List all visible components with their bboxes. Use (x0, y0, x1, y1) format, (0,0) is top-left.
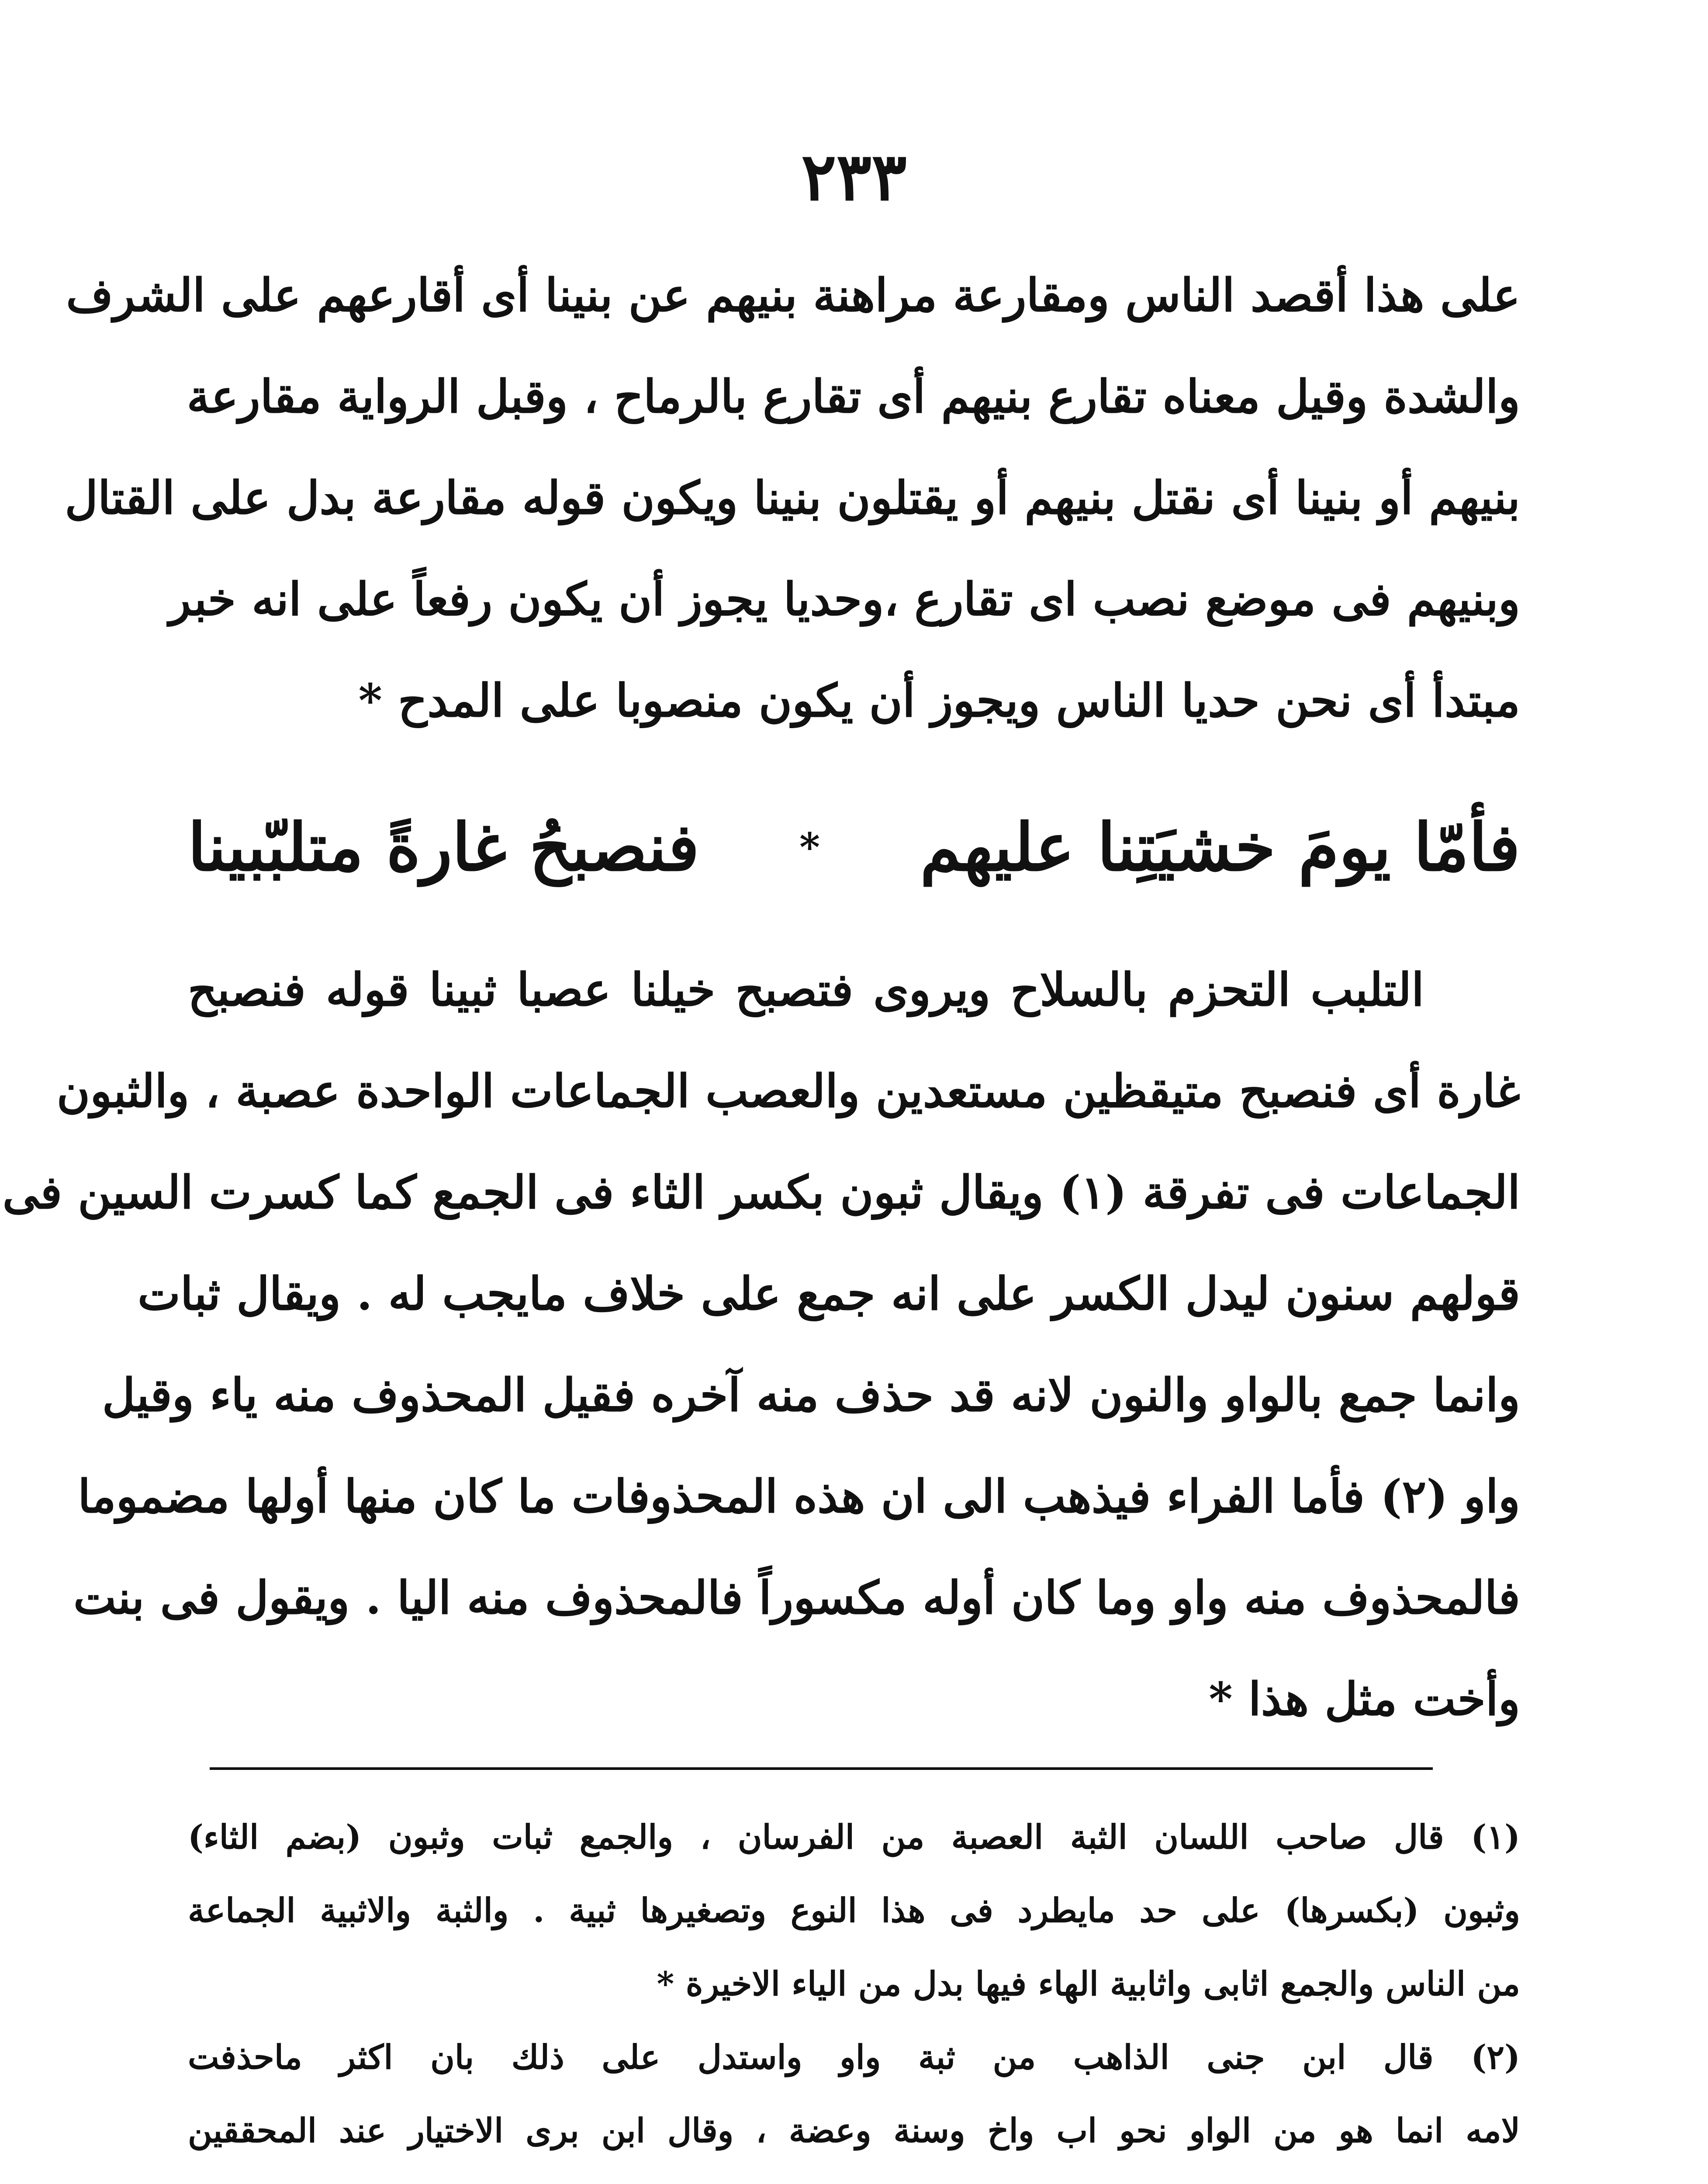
text-line: غارة أى فنصبح متيقظين مستعدين والعصب الجماعات الواحدة عصبة ، والثبون (56, 1064, 1520, 1118)
paragraph-commentary-2 (2, 939, 1520, 1750)
text-line: قولهم سنون ليدل الكسر على انه جمع على خلاف مايجب له . ويقال ثبات (137, 1267, 1520, 1320)
text-line: وانما جمع بالواو والنون لانه قد حذف منه آخره فقيل المحذوف منه ياء وقيل (102, 1368, 1520, 1422)
text-line: واو (٢) فأما الفراء فيذهب الى ان هذه المحذوفات ما كان منها أولها مضموما (78, 1469, 1520, 1523)
text-line: وأخت مثل هذا * (1209, 1672, 1520, 1726)
footnote-line: وثبون (بكسرها) على حد مايطرد فى هذا النوع وتصغيرها ثبية . والثبة والاثبية الجماعة (188, 1891, 1520, 1930)
footnote-line: (١) قال صاحب اللسان الثبة العصبة من الفرسان ، والجمع ثبات وثبون (بضم الثاء) (188, 1818, 1520, 1856)
page-number: ٢٣٣ (801, 138, 907, 215)
footnote-2 (188, 2021, 1520, 2184)
verse-first-hemistich: فأمّا يومَ خشيَتِنا عليهم (920, 809, 1520, 886)
paragraph-commentary-1 (65, 245, 1520, 751)
footnote-1 (188, 1800, 1520, 2021)
footnotes (188, 1800, 1520, 2184)
verse-separator-star: * (799, 824, 820, 871)
footnote-divider (210, 1767, 1433, 1770)
footnote-line: (٢) قال ابن جنى الذاهب من ثبة واو واستدل على ذلك بان اكثر ماحذفت (188, 2038, 1520, 2077)
text-line: والشدة وقيل معناه تقارع بنيهم أى تقارع بالرماح ، وقبل الرواية مقارعة (187, 370, 1520, 423)
text-line: مبتدأ أى نحن حديا الناس ويجوز أن يكون منصوبا على المدح * (358, 674, 1520, 727)
poem-verse (188, 769, 1520, 926)
text-line: فالمحذوف منه واو وما كان أوله مكسوراً فالمحذوف منه اليا . ويقول فى بنت (73, 1571, 1520, 1624)
text-line: على هذا أقصد الناس ومقارعة مراهنة بنيهم عن بنينا أى أقارعهم على الشرف (66, 268, 1520, 322)
footnote-line: لامه انما هو من الواو نحو اب واخ وسنة وعضة ، وقال ابن برى الاختيار عند المحققين (188, 2111, 1520, 2150)
text-line: الجماعات فى تفرقة (١) ويقال ثبون بكسر الثاء فى الجمع كما كسرت السين فى (2, 1165, 1520, 1219)
footnote-line (188, 2167, 1520, 2184)
text-line: وبنيهم فى موضع نصب اى تقارع ،وحديا يجوز أن يكون رفعاً على انه خبر (169, 572, 1520, 626)
verse-second-hemistich: فنصبحُ غارةً متلبّبينا (188, 809, 699, 886)
footnote-line: من الناس والجمع اثابى واثابية الهاء فيها بدل من الياء الاخيرة * (657, 1964, 1520, 2003)
text-line: التلبب التحزم بالسلاح ويروى فتصبح خيلنا عصبا ثبينا قوله فنصبح (188, 963, 1424, 1016)
text-line: بنيهم أو بنينا أى نقتل بنيهم أو يقتلون بنينا ويكون قوله مقارعة بدل على القتال (65, 471, 1520, 525)
